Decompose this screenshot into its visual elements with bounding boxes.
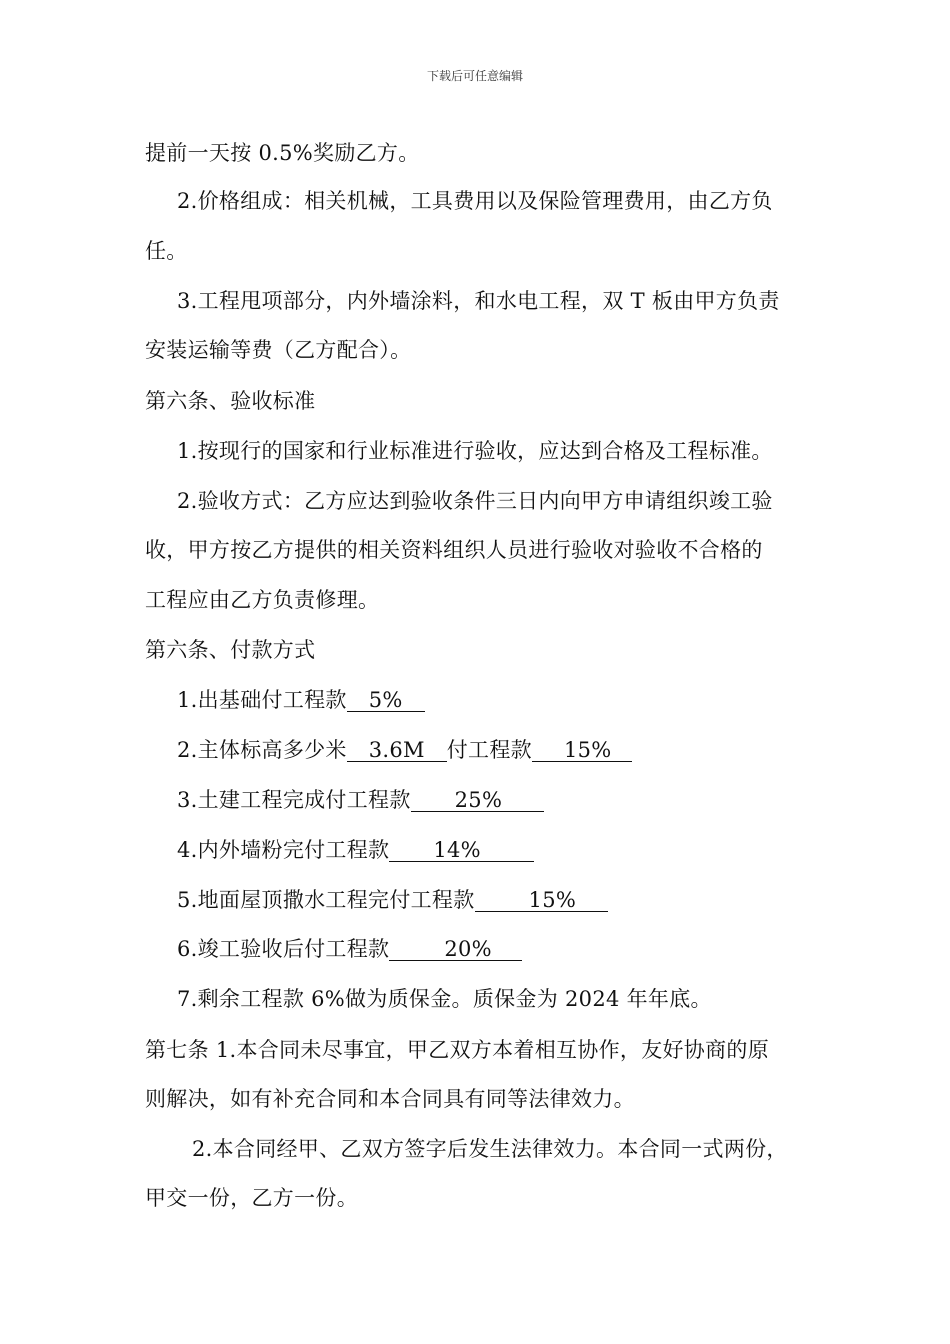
text-line: 则解决，如有补充合同和本合同具有同等法律效力。 — [145, 1087, 635, 1111]
text-line: 提前一天按 0.5%奖励乙方。 — [145, 141, 420, 165]
section-heading: 第六条、付款方式 — [145, 638, 316, 662]
payment-value: 5% — [368, 688, 403, 712]
blank-underline — [532, 739, 632, 762]
payment-label: 6.竣工验收后付工程款 — [177, 937, 390, 961]
text-line: 第七条 1.本合同未尽事宜，甲乙双方本着相互协作，友好协商的原 — [145, 1038, 770, 1062]
text-line: 甲交一份，乙方一份。 — [145, 1186, 358, 1210]
text-line: 1.按现行的国家和行业标准进行验收，应达到合格及工程标准。 — [177, 439, 773, 463]
section-heading: 第六条、验收标准 — [145, 389, 316, 413]
blank-underline — [475, 889, 608, 912]
blank-underline — [389, 839, 534, 862]
payment-value: 20% — [444, 937, 492, 961]
payment-item — [177, 788, 544, 812]
blank-underline — [389, 938, 522, 961]
payment-value: 15% — [528, 888, 577, 912]
text-line: 任。 — [145, 239, 188, 263]
text-line: 工程应由乙方负责修理。 — [145, 588, 380, 612]
payment-label: 1.出基础付工程款 — [177, 688, 347, 712]
text-line: 2.价格组成：相关机械，工具费用以及保险管理费用，由乙方负 — [177, 189, 773, 213]
payment-label: 付工程款 — [446, 738, 532, 762]
blank-underline — [411, 789, 544, 812]
payment-value: 14% — [433, 838, 481, 862]
text-line: 安装运输等费（乙方配合）。 — [145, 338, 412, 362]
text-line: 3.工程甩项部分，内外墙涂料，和水电工程，双 T 板由甲方负责 — [177, 289, 780, 313]
payment-value: 25% — [454, 788, 503, 812]
text-line: 收，甲方按乙方提供的相关资料组织人员进行验收对验收不合格的 — [145, 538, 763, 562]
payment-label: 2.主体标高多少米 — [177, 738, 347, 762]
height-value: 3.6M — [368, 738, 425, 762]
payment-label: 5.地面屋顶撒水工程完付工程款 — [177, 888, 475, 912]
payment-item — [177, 688, 425, 712]
payment-label: 4.内外墙粉完付工程款 — [177, 838, 390, 862]
payment-label: 3.土建工程完成付工程款 — [177, 788, 411, 812]
payment-item — [177, 738, 632, 762]
blank-underline — [347, 739, 447, 762]
text-line: 2.验收方式：乙方应达到验收条件三日内向甲方申请组织竣工验 — [177, 489, 773, 513]
text-line: 7.剩余工程款 6%做为质保金。质保金为 2024 年年底。 — [177, 987, 712, 1011]
payment-item — [177, 888, 608, 912]
blank-underline — [347, 689, 425, 712]
payment-value: 15% — [563, 738, 612, 762]
page-header: 下载后可任意编辑 — [426, 69, 523, 83]
payment-item — [177, 838, 534, 862]
text-line: 2.本合同经甲、乙双方签字后发生法律效力。本合同一式两份， — [192, 1137, 788, 1161]
payment-item — [177, 937, 522, 961]
